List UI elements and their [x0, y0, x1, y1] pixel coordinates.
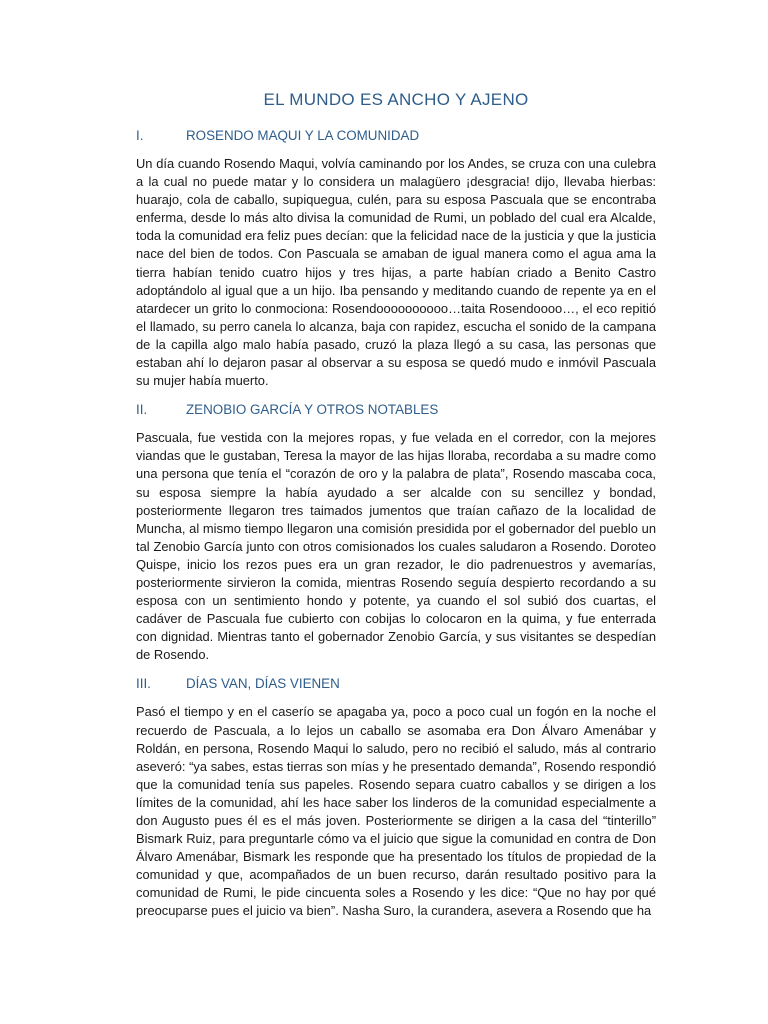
section-heading	[136, 402, 656, 417]
document-title: EL MUNDO ES ANCHO Y AJENO	[263, 90, 529, 109]
section-body: Un día cuando Rosendo Maqui, volvía caminando por los Andes, se cruza con una culebra a la cual no puede matar y lo considera un malagüero ¡desgracia! dijo, llevaba hierbas: huarajo, cola de caballo, supiquegua, culén, para su esposa Pascuala que se encontraba enferma, desde lo más alto divisa la comunidad de Rumi, un poblado del cual era Alcalde, toda la comunidad era feliz pues decían: que la felicidad nace de la justicia y que la justicia nace del bien de todos. Con Pascuala se amaban de igual manera como el agua ama la tierra habían tenido cuatro hijos y tres hijas, a parte habían criado a Benito Castro adoptándolo al igual que a un hijo. Iba pensando y meditando cuando de repente ya en el atardecer un grito lo conmociona: Rosendoooooooooo…taita Rosendoooo…, el eco repitió el llamado, su perro canela lo alcanza, baja con rapidez, escucha el sonido de la campana de la capilla algo malo había pasado, cruzó la plaza llegó a su casa, las personas que estaban ahí lo dejaron pasar al observar a su esposa se quedó mudo e inmóvil Pascuala su mujer había muerto.	[136, 156, 656, 389]
section-body: Pascuala, fue vestida con la mejores ropas, y fue velada en el corredor, con la mejores viandas que le gustaban, Teresa la mayor de las hijas lloraba, recordaba a su madre como una persona que tenía el “corazón de oro y la palabra de plata”, Rosendo mascaba coca, su esposa siempre la había ayudado a ser alcalde con su sencillez y bondad, posteriormente llegaron tres taimados jumentos que traían cañazo de la localidad de Muncha, al mismo tiempo llegaron una comisión presidida por el gobernador del pueblo un tal Zenobio García junto con otros comisionados los cuales saludaron a Rosendo. Doroteo Quispe, inicio los rezos pues era un gran rezador, le dio padrenuestros y avemarías, posteriormente sirvieron la comida, mientras Rosendo seguía despierto recordando a su esposa con un sentimiento hondo y potente, ya cuando el sol subió dos cuartas, el cadáver de Pascuala fue cubierto con cobijas lo colocaron en la quima, y fue enterrada con dignidad. Mientras tanto el gobernador Zenobio García, y sus visitantes se despedían de Rosendo.	[136, 430, 656, 663]
section-heading-text: DÍAS VAN, DÍAS VIENEN	[186, 676, 340, 692]
section-2	[136, 402, 656, 664]
section-number: II.	[136, 402, 148, 418]
section-3	[136, 676, 656, 920]
section-heading	[136, 676, 656, 691]
section-1	[136, 128, 656, 390]
section-body: Pasó el tiempo y en el caserío se apagaba ya, poco a poco cual un fogón en la noche el recuerdo de Pascuala, a lo lejos un caballo se asomaba era Don Álvaro Amenábar y Roldán, en persona, Rosendo Maqui lo saludo, pero no recibió el saludo, más al contrario aseveró: “ya sabes, estas tierras son mías y he presentado demanda”, Rosendo respondió que la comunidad tenía sus papeles. Rosendo separa cuatro caballos y se dirigen a los límites de la comunidad, ahí les hace saber los linderos de la comunidad especialmente a don Augusto pues él es el más joven. Posteriormente se dirigen a la casa del “tinterillo” Bismark Ruiz, para preguntarle cómo va el juicio que sigue la comunidad en contra de Don Álvaro Amenábar, Bismark les responde que ha presentado los títulos de propiedad de la comunidad y que, acompañados de un buen recurso, darán resultado positivo para la comunidad de Rumi, le pide cincuenta soles a Rosendo y les dice: “Que no hay por qué preocuparse pues el juicio va bien”. Nasha Suro, la curandera, asevera a Rosendo que ha	[136, 704, 656, 919]
section-number: III.	[136, 676, 151, 692]
section-heading-text: ZENOBIO GARCÍA Y OTROS NOTABLES	[186, 402, 439, 418]
section-heading-text: ROSENDO MAQUI Y LA COMUNIDAD	[186, 128, 420, 143]
section-heading	[136, 128, 656, 143]
section-number: I.	[136, 128, 144, 143]
